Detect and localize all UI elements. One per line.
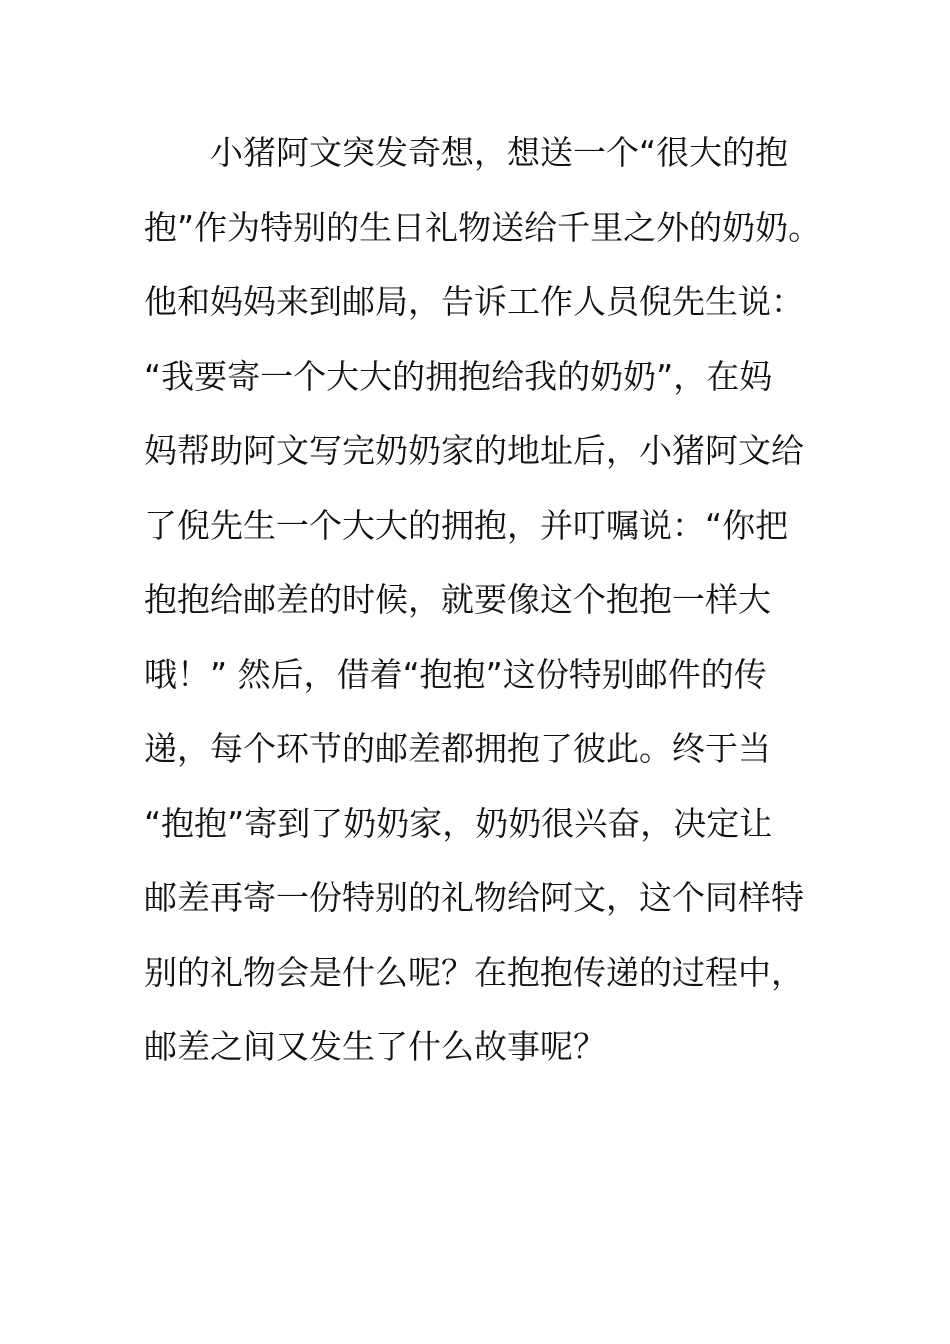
text-line: 抱”作为特别的生日礼物送给千里之外的奶奶。 <box>144 207 822 247</box>
text-line: 小猪阿文突发奇想，想送一个“很大的抱 <box>144 133 789 172</box>
text-line: 邮差之间又发生了什么故事呢？ <box>144 1027 606 1066</box>
text-line: 哦！” 然后，借着“抱抱”这份特别邮件的传 <box>144 654 767 694</box>
text-line: 别的礼物会是什么呢？在抱抱传递的过程中， <box>144 952 804 992</box>
text-line: 妈帮助阿文写完奶奶家的地址后，小猪阿文给 <box>144 431 804 470</box>
text-line: 他和妈妈来到邮局，告诉工作人员倪先生说： <box>144 282 804 321</box>
text-line: “我要寄一个大大的拥抱给我的奶奶”，在妈 <box>144 356 773 396</box>
text-line: 邮差再寄一份特别的礼物给阿文，这个同样特 <box>144 878 804 917</box>
text-line: “抱抱”寄到了奶奶家，奶奶很兴奋，决定让 <box>144 803 773 843</box>
text-line: 抱抱给邮差的时候，就要像这个抱抱一样大 <box>144 580 771 619</box>
text-line: 递，每个环节的邮差都拥抱了彼此。终于当 <box>144 729 771 768</box>
story-paragraph <box>144 116 824 1085</box>
text-line: 了倪先生一个大大的拥抱，并叮嘱说：“你把 <box>144 505 789 545</box>
